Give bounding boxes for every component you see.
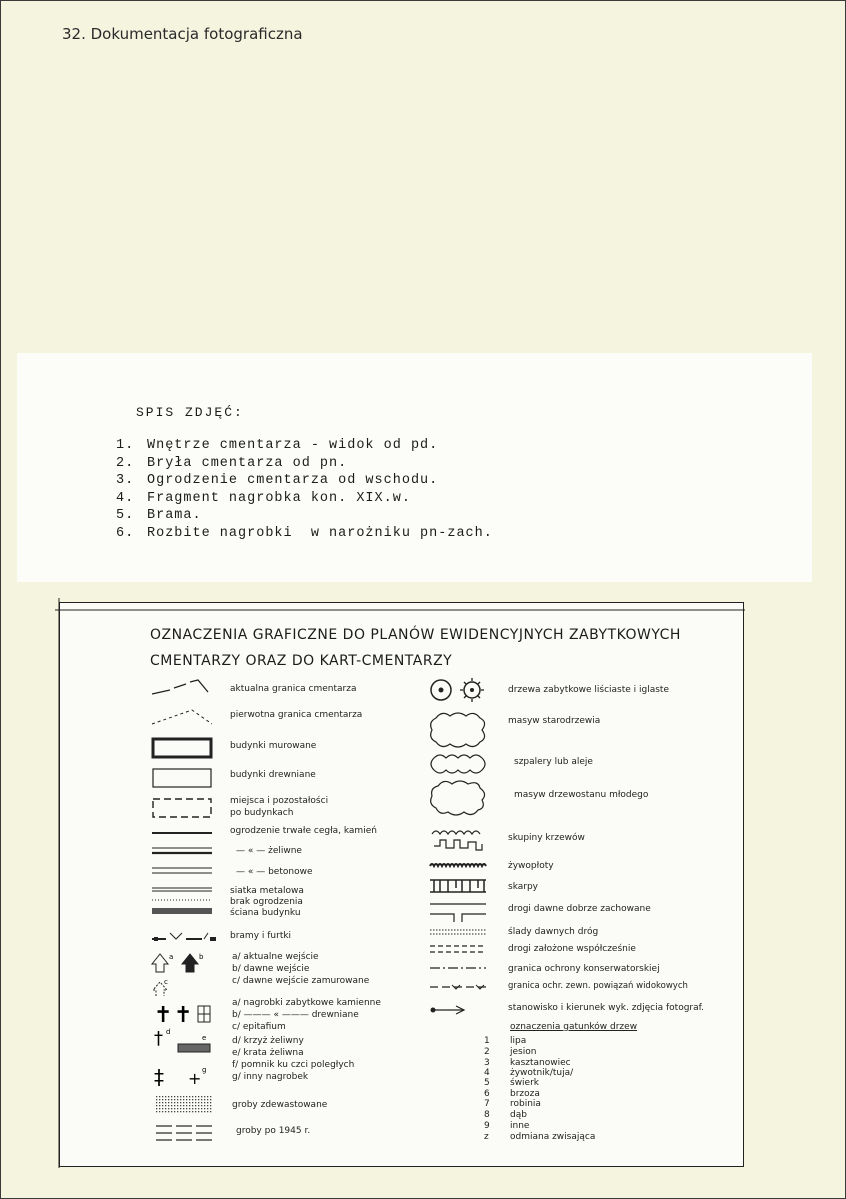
legend-left-label: e/ krata żeliwna bbox=[232, 1048, 304, 1058]
species-name: brzoza bbox=[510, 1089, 540, 1099]
list-item bbox=[116, 507, 493, 525]
photo-list bbox=[116, 437, 493, 543]
species-name: jesion bbox=[510, 1047, 537, 1057]
species-name: świerk bbox=[510, 1078, 539, 1088]
list-item bbox=[116, 525, 493, 543]
list-item-number: 1. bbox=[116, 438, 135, 453]
legend-right-label: drogi dawne dobrze zachowane bbox=[508, 904, 651, 914]
list-item-text: Fragment nagrobka kon. XIX.w. bbox=[147, 490, 411, 506]
species-name: kasztanowiec bbox=[510, 1058, 571, 1068]
species-name: odmiana zwisająca bbox=[510, 1132, 596, 1142]
species-heading: oznaczenia gatunków drzew bbox=[510, 1022, 638, 1032]
entrance-arrows-symbol bbox=[152, 952, 212, 1000]
legend-right-label: drogi założone współcześnie bbox=[508, 944, 636, 954]
legend-left-label: brak ogrodzenia bbox=[230, 897, 303, 907]
list-item-text: Brama. bbox=[147, 508, 202, 524]
legend-left-label: bramy i furtki bbox=[230, 931, 292, 941]
page-header: 32. Dokumentacja fotograficzna bbox=[62, 25, 303, 43]
species-number: 7 bbox=[484, 1099, 490, 1109]
fence-iron-symbol bbox=[152, 846, 214, 856]
original-boundary-symbol bbox=[152, 706, 214, 726]
legend-left-label: b/ ——— « ——— drewniane bbox=[232, 1010, 359, 1020]
list-item-text: Bryła cmentarza od pn. bbox=[147, 455, 348, 471]
legend-left-label: a/ aktualne wejście bbox=[232, 952, 319, 962]
legend-right-label: drzewa zabytkowe liściaste i iglaste bbox=[508, 685, 669, 695]
list-item-number: 6. bbox=[116, 525, 135, 541]
svg-text:†: † bbox=[154, 1028, 163, 1049]
species-number: 1 bbox=[484, 1036, 490, 1046]
photo-list-heading: SPIS ZDJĘĆ: bbox=[136, 405, 244, 420]
list-item bbox=[116, 472, 493, 490]
legend-left-label: budynki drewniane bbox=[230, 770, 316, 780]
legend-left-label: aktualna granica cmentarza bbox=[230, 684, 357, 694]
brick-building-symbol bbox=[152, 738, 214, 760]
legend-right-label: skupiny krzewów bbox=[508, 833, 585, 843]
view-boundary-symbol bbox=[430, 982, 490, 992]
legend-left-label: a/ nagrobki zabytkowe kamienne bbox=[232, 998, 381, 1008]
legend-right-label: żywopłoty bbox=[508, 861, 554, 871]
legend-left-label: b/ dawne wejście bbox=[232, 964, 310, 974]
legend-left-label: f/ pomnik ku czci poległych bbox=[232, 1060, 355, 1070]
list-item bbox=[116, 490, 493, 508]
legend-left-label: ściana budynku bbox=[230, 908, 301, 918]
gate-symbol bbox=[152, 930, 218, 944]
young-tree-stand-symbol bbox=[428, 778, 488, 818]
species-name: inne bbox=[510, 1121, 530, 1131]
old-road-symbol bbox=[430, 902, 490, 922]
svg-text:c: c bbox=[164, 978, 168, 986]
hedge-symbol bbox=[430, 862, 490, 870]
avenue-symbol bbox=[430, 754, 490, 774]
legend-left-label: g/ inny nagrobek bbox=[232, 1072, 309, 1082]
legend-left-label: miejsca i pozostałości bbox=[230, 796, 329, 806]
species-number: 8 bbox=[484, 1110, 490, 1120]
species-number: 3 bbox=[484, 1058, 490, 1068]
current-boundary-symbol bbox=[152, 680, 212, 698]
legend-left-label: budynki murowane bbox=[230, 741, 317, 751]
legend-left-label: d/ krzyż żeliwny bbox=[232, 1036, 304, 1046]
list-item bbox=[116, 455, 493, 473]
legend-right-label: masyw drzewostanu młodego bbox=[514, 790, 649, 800]
svg-text:a: a bbox=[169, 953, 174, 961]
photo-position-symbol bbox=[430, 1004, 490, 1016]
list-item-number: 4. bbox=[116, 490, 135, 506]
list-item-number: 5. bbox=[116, 508, 135, 524]
legend-left-label: c/ epitafium bbox=[232, 1022, 286, 1032]
svg-text:g: g bbox=[202, 1066, 207, 1074]
species-number: 6 bbox=[484, 1089, 490, 1099]
legend-title bbox=[150, 622, 681, 674]
legend-right-label: granica ochrony konserwatorskiej bbox=[508, 964, 660, 974]
wooden-building-symbol bbox=[152, 768, 214, 790]
species-name: dąb bbox=[510, 1110, 527, 1120]
species-name: lipa bbox=[510, 1036, 527, 1046]
species-number: 9 bbox=[484, 1121, 490, 1131]
conservation-boundary-symbol bbox=[430, 964, 490, 972]
legend-right-label: skarpy bbox=[508, 882, 538, 892]
legend-left-label: groby zdewastowane bbox=[232, 1100, 328, 1110]
tombstone-symbols bbox=[152, 1000, 222, 1092]
old-tree-stand-symbol bbox=[428, 710, 490, 750]
legend-left-label: pierwotna granica cmentarza bbox=[230, 710, 363, 720]
svg-text:d: d bbox=[166, 1028, 171, 1036]
fence-mesh-symbol bbox=[152, 886, 214, 916]
historic-trees-symbol bbox=[430, 678, 490, 704]
svg-text:✝: ✝ bbox=[154, 1003, 173, 1028]
legend-title-line1: OZNACZENIA GRAFICZNE DO PLANÓW EWIDENCYJNYCH ZABYTKOWYCH bbox=[150, 627, 681, 643]
svg-text:✝: ✝ bbox=[174, 1003, 193, 1028]
legend-right-label: szpalery lub aleje bbox=[514, 757, 593, 767]
legend-right-label: stanowisko i kierunek wyk. zdjęcia fotograf. bbox=[508, 1003, 705, 1013]
svg-text:‡: ‡ bbox=[154, 1065, 164, 1089]
post-1945-graves-symbol bbox=[156, 1124, 216, 1144]
road-traces-symbol bbox=[430, 928, 490, 936]
list-item-text: Rozbite nagrobki w narożniku pn-zach. bbox=[147, 525, 493, 541]
species-number: 4 bbox=[484, 1068, 490, 1078]
species-name: robinia bbox=[510, 1099, 541, 1109]
legend-right-label: ślady dawnych dróg bbox=[508, 927, 599, 937]
list-item-number: 2. bbox=[116, 455, 135, 471]
species-number: 2 bbox=[484, 1047, 490, 1057]
legend-left-label: — « — żeliwne bbox=[236, 846, 302, 856]
svg-text:e: e bbox=[202, 1034, 207, 1042]
legend-left-label: groby po 1945 r. bbox=[236, 1126, 311, 1136]
list-item-text: Ogrodzenie cmentarza od wschodu. bbox=[147, 473, 439, 489]
species-number: z bbox=[484, 1132, 489, 1142]
legend-title-line2: CMENTARZY ORAZ DO KART-CMENTARZY bbox=[150, 653, 453, 669]
building-remains-symbol bbox=[152, 798, 214, 820]
legend-left-label: po budynkach bbox=[230, 808, 294, 818]
legend-right-label: granica ochr. zewn. powiązań widokowych bbox=[508, 981, 688, 991]
svg-text:b: b bbox=[199, 953, 204, 961]
svg-text:+: + bbox=[188, 1069, 202, 1088]
shrub-group-symbol bbox=[430, 826, 490, 856]
devastated-graves-symbol bbox=[156, 1096, 214, 1116]
list-item-text: Wnętrze cmentarza - widok od pd. bbox=[147, 438, 439, 453]
modern-road-symbol bbox=[430, 944, 490, 954]
embankment-symbol bbox=[430, 878, 490, 894]
list-item bbox=[116, 437, 493, 455]
species-name: żywotnik/tuja/ bbox=[510, 1068, 574, 1078]
fence-solid-symbol bbox=[152, 830, 214, 836]
legend-right-label: masyw starodrzewia bbox=[508, 716, 601, 726]
species-number: 5 bbox=[484, 1078, 490, 1088]
legend-left-label: c/ dawne wejście zamurowane bbox=[232, 976, 370, 986]
list-item-number: 3. bbox=[116, 473, 135, 489]
legend-left-label: — « — betonowe bbox=[236, 867, 313, 877]
legend-left-label: siatka metalowa bbox=[230, 886, 304, 896]
fence-concrete-symbol bbox=[152, 866, 214, 876]
legend-left-label: ogrodzenie trwałe cegła, kamień bbox=[230, 826, 377, 836]
